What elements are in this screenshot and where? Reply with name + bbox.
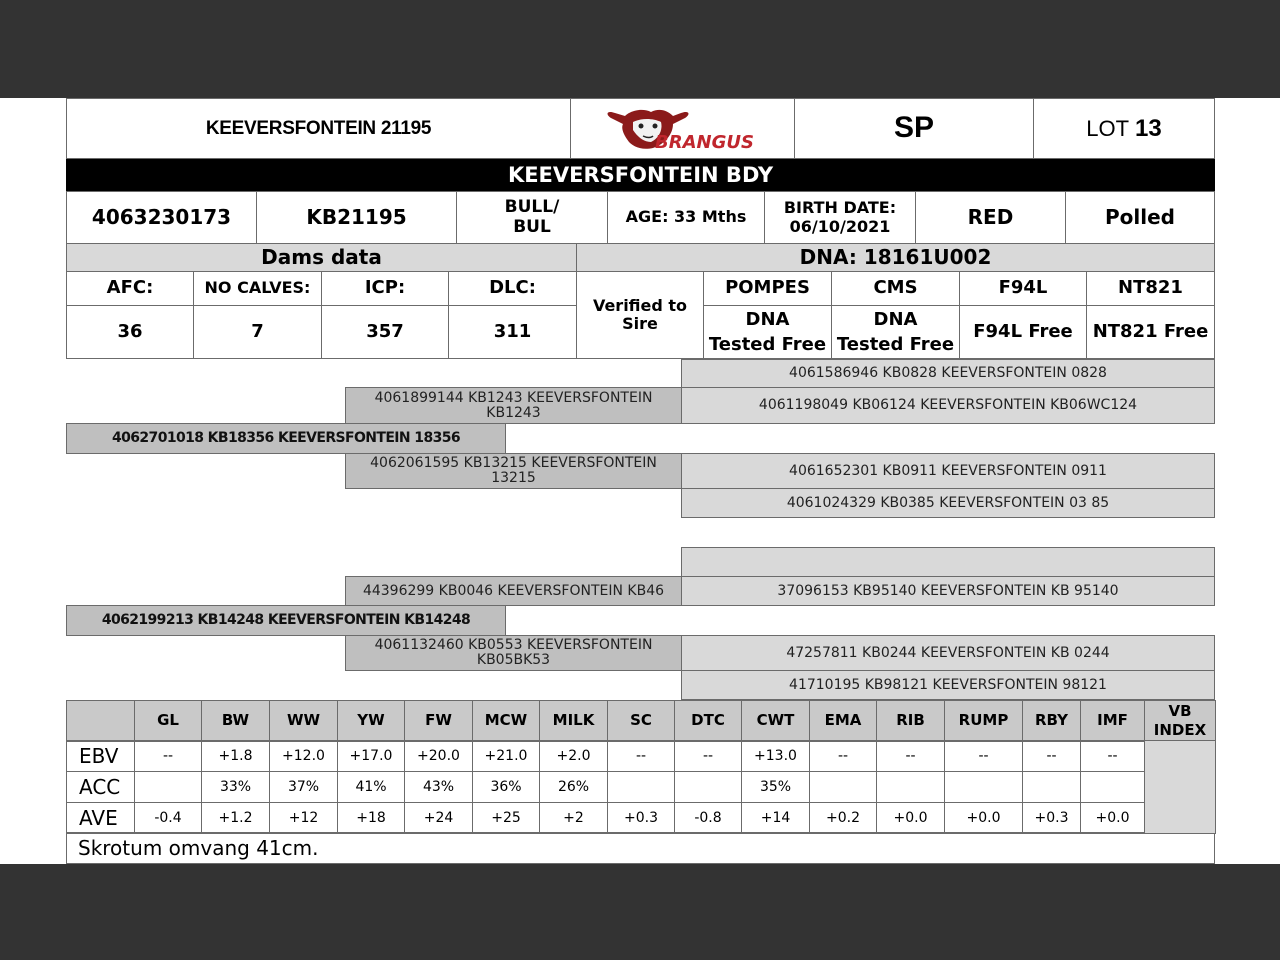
pompes-line1: DNA bbox=[745, 308, 790, 330]
ebv-header-bw: BW bbox=[201, 700, 270, 742]
nt821-label: NT821 bbox=[1086, 271, 1215, 306]
birth-date-box bbox=[764, 191, 916, 244]
ebv-header-vb-index bbox=[1144, 700, 1216, 742]
ebv-cell: +12.0 bbox=[269, 740, 338, 772]
ebv-cell bbox=[1080, 771, 1145, 803]
registration-number: 4063230173 bbox=[66, 191, 257, 244]
cms-label: CMS bbox=[831, 271, 960, 306]
ebv-row-label-ebv: EBV bbox=[66, 740, 135, 772]
ebv-cell: -- bbox=[674, 740, 742, 772]
ebv-cell: 33% bbox=[201, 771, 270, 803]
ebv-cell: +1.2 bbox=[201, 802, 270, 834]
ebv-cell: -0.8 bbox=[674, 802, 742, 834]
pedigree-sire: 4062701018 KB18356 KEEVERSFONTEIN 18356 bbox=[66, 423, 506, 454]
pedigree-sire-sire: 4061899144 KB1243 KEEVERSFONTEIN KB1243 bbox=[345, 387, 682, 424]
title-bar: KEEVERSFONTEIN BDY bbox=[66, 159, 1215, 191]
ebv-cell: +25 bbox=[472, 802, 540, 834]
ebv-header-milk: MILK bbox=[539, 700, 608, 742]
ebv-row-label-ave: AVE bbox=[66, 802, 135, 834]
footer-note: Skrotum omvang 41cm. bbox=[66, 832, 1215, 864]
lot-number: 13 bbox=[1135, 114, 1162, 142]
pedigree-sire-dam: 4062061595 KB13215 KEEVERSFONTEIN 13215 bbox=[345, 453, 682, 489]
verified-to-sire: Verified to Sire bbox=[576, 271, 704, 359]
ebv-cell: -- bbox=[1080, 740, 1145, 772]
ebv-cell: -- bbox=[944, 740, 1023, 772]
ebv-cell: -- bbox=[876, 740, 945, 772]
birth-date: 06/10/2021 bbox=[789, 216, 891, 236]
ebv-header-rib: RIB bbox=[876, 700, 945, 742]
ebv-header-fw: FW bbox=[404, 700, 473, 742]
lot-box bbox=[1033, 98, 1215, 159]
ebv-cell: 41% bbox=[337, 771, 405, 803]
animal-name: KEEVERSFONTEIN 21195 bbox=[66, 98, 571, 159]
cms-line1: DNA bbox=[873, 308, 918, 330]
ebv-cell: +2.0 bbox=[539, 740, 608, 772]
breed-code: SP bbox=[794, 98, 1034, 159]
ebv-cell bbox=[809, 771, 877, 803]
ebv-cell: 26% bbox=[539, 771, 608, 803]
ebv-cell: +13.0 bbox=[741, 740, 810, 772]
animal-ident: KB21195 bbox=[256, 191, 457, 244]
ebv-cell: +0.3 bbox=[607, 802, 675, 834]
f94l-value: F94L Free bbox=[959, 305, 1087, 359]
pedigree-sd-sire: 4061652301 KB0911 KEEVERSFONTEIN 0911 bbox=[681, 453, 1215, 489]
ebv-header-rump: RUMP bbox=[944, 700, 1023, 742]
horn-status: Polled bbox=[1065, 191, 1215, 244]
ebv-cell bbox=[607, 771, 675, 803]
ebv-cell: +0.0 bbox=[944, 802, 1023, 834]
pedigree-dam: 4062199213 KB14248 KEEVERSFONTEIN KB14248 bbox=[66, 605, 506, 636]
ebv-cell: +0.2 bbox=[809, 802, 877, 834]
vb-index-value bbox=[1144, 740, 1216, 834]
ebv-header-dtc: DTC bbox=[674, 700, 742, 742]
document-page bbox=[0, 98, 1280, 864]
ebv-cell: +0.0 bbox=[1080, 802, 1145, 834]
ebv-cell: +14 bbox=[741, 802, 810, 834]
ebv-cell: +20.0 bbox=[404, 740, 473, 772]
vb-index-line1: VB bbox=[1168, 701, 1192, 720]
brangus-logo bbox=[570, 98, 795, 159]
ebv-cell: -- bbox=[809, 740, 877, 772]
pedigree-ss-dam: 4061198049 KB06124 KEEVERSFONTEIN KB06WC124 bbox=[681, 387, 1215, 424]
ebv-header-corner bbox=[66, 700, 135, 742]
ebv-cell bbox=[674, 771, 742, 803]
vb-index-line2: INDEX bbox=[1153, 721, 1207, 739]
lot-label: LOT bbox=[1086, 115, 1130, 141]
ebv-cell: 37% bbox=[269, 771, 338, 803]
ebv-cell bbox=[944, 771, 1023, 803]
ebv-cell: +21.0 bbox=[472, 740, 540, 772]
dams-data-title: Dams data bbox=[66, 243, 577, 272]
pedigree-ds-sire bbox=[681, 547, 1215, 577]
ebv-header-ema: EMA bbox=[809, 700, 877, 742]
ebv-cell: +0.3 bbox=[1022, 802, 1081, 834]
logo-text: BRANGUS bbox=[654, 131, 754, 153]
color: RED bbox=[915, 191, 1066, 244]
ebv-row-label-acc: ACC bbox=[66, 771, 135, 803]
sex-line2: BUL bbox=[513, 216, 551, 237]
pedigree-ss-sire: 4061586946 KB0828 KEEVERSFONTEIN 0828 bbox=[681, 359, 1215, 388]
f94l-label: F94L bbox=[959, 271, 1087, 306]
ebv-header-imf: IMF bbox=[1080, 700, 1145, 742]
ebv-cell: +0.0 bbox=[876, 802, 945, 834]
pompes-line2: Tested Free bbox=[708, 334, 827, 355]
ebv-header-cwt: CWT bbox=[741, 700, 810, 742]
ebv-header-mcw: MCW bbox=[472, 700, 540, 742]
calves-value: 7 bbox=[193, 305, 322, 359]
ebv-cell: 36% bbox=[472, 771, 540, 803]
pompes-value bbox=[703, 305, 832, 359]
icp-value: 357 bbox=[321, 305, 449, 359]
ebv-header-yw: YW bbox=[337, 700, 405, 742]
birth-date-label: BIRTH DATE: bbox=[783, 198, 897, 218]
afc-value: 36 bbox=[66, 305, 194, 359]
ebv-cell bbox=[1022, 771, 1081, 803]
ebv-cell: +24 bbox=[404, 802, 473, 834]
ebv-cell: +18 bbox=[337, 802, 405, 834]
dlc-value: 311 bbox=[448, 305, 577, 359]
ebv-cell: +2 bbox=[539, 802, 608, 834]
pedigree-dd-sire: 47257811 KB0244 KEEVERSFONTEIN KB 0244 bbox=[681, 635, 1215, 671]
ebv-header-ww: WW bbox=[269, 700, 338, 742]
afc-label: AFC: bbox=[66, 271, 194, 306]
ebv-cell: -- bbox=[1022, 740, 1081, 772]
calves-label: NO CALVES: bbox=[193, 271, 322, 306]
ebv-header-sc: SC bbox=[607, 700, 675, 742]
ebv-cell: -- bbox=[607, 740, 675, 772]
age: AGE: 33 Mths bbox=[607, 191, 765, 244]
icp-label: ICP: bbox=[321, 271, 449, 306]
cms-value bbox=[831, 305, 960, 359]
pedigree-ds-dam: 37096153 KB95140 KEEVERSFONTEIN KB 95140 bbox=[681, 576, 1215, 606]
ebv-header-rby: RBY bbox=[1022, 700, 1081, 742]
pompes-label: POMPES bbox=[703, 271, 832, 306]
ebv-cell bbox=[134, 771, 202, 803]
ebv-cell: 35% bbox=[741, 771, 810, 803]
sex-box bbox=[456, 191, 608, 244]
ebv-cell: +1.8 bbox=[201, 740, 270, 772]
ebv-header-gl: GL bbox=[134, 700, 202, 742]
sex-line1: BULL/ bbox=[504, 196, 560, 217]
cms-line2: Tested Free bbox=[836, 334, 955, 355]
pedigree-dam-sire: 44396299 KB0046 KEEVERSFONTEIN KB46 bbox=[345, 576, 682, 606]
dna-title: DNA: 18161U002 bbox=[576, 243, 1215, 272]
dlc-label: DLC: bbox=[448, 271, 577, 306]
ebv-cell: -0.4 bbox=[134, 802, 202, 834]
ebv-cell: -- bbox=[134, 740, 202, 772]
pedigree-sd-dam: 4061024329 KB0385 KEEVERSFONTEIN 03 85 bbox=[681, 488, 1215, 518]
ebv-cell bbox=[876, 771, 945, 803]
ebv-cell: +17.0 bbox=[337, 740, 405, 772]
nt821-value: NT821 Free bbox=[1086, 305, 1215, 359]
bull-head-icon bbox=[603, 104, 763, 154]
pedigree-dam-dam: 4061132460 KB0553 KEEVERSFONTEIN KB05BK53 bbox=[345, 635, 682, 671]
ebv-cell: 43% bbox=[404, 771, 473, 803]
pedigree-dd-dam: 41710195 KB98121 KEEVERSFONTEIN 98121 bbox=[681, 670, 1215, 700]
ebv-cell: +12 bbox=[269, 802, 338, 834]
